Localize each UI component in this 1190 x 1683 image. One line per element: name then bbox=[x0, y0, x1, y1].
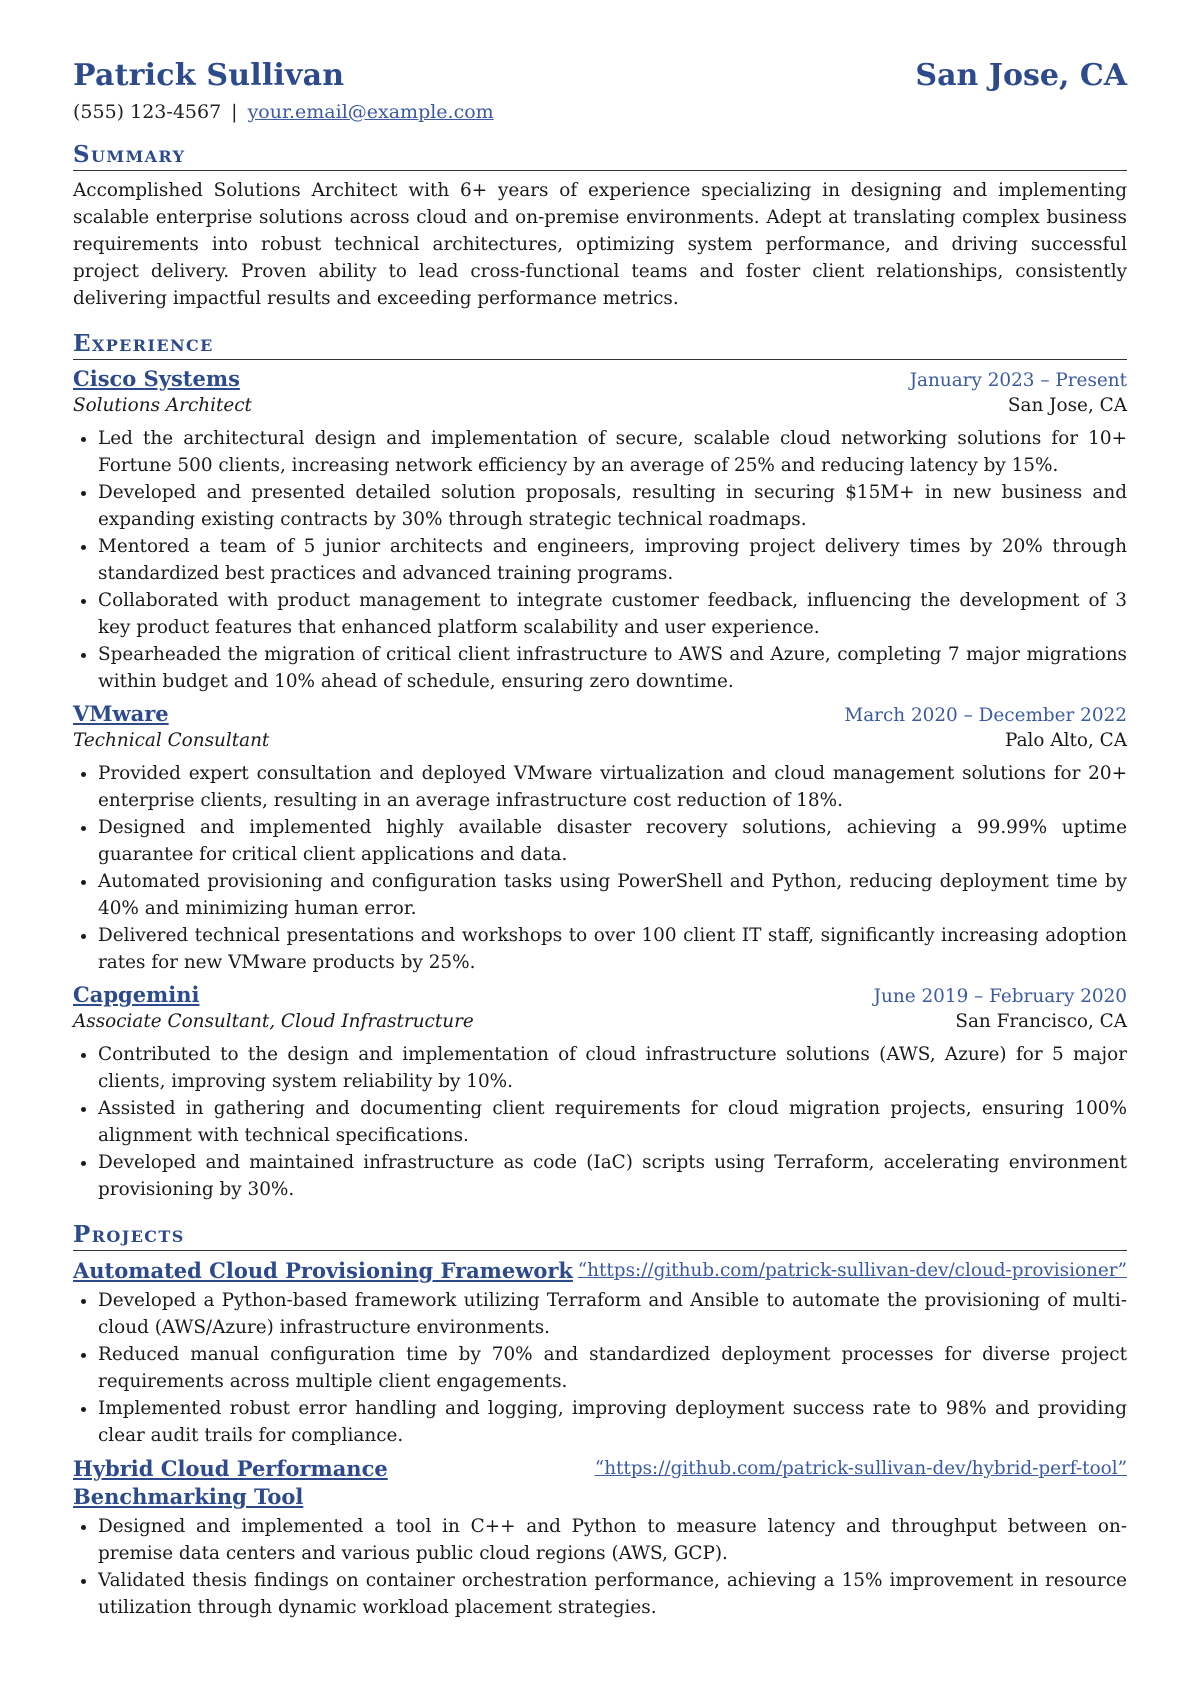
company-name[interactable]: Cisco Systems bbox=[73, 366, 240, 391]
bullet-item: • Reduced manual configuration time by 70% and standardized deployment processes for diverse project requirements across multiple client engagements. bbox=[98, 1341, 1127, 1395]
project-link[interactable]: “https://github.com/patrick-sullivan-dev/cloud-provisioner” bbox=[577, 1260, 1127, 1281]
bullet-item: • Delivered technical presentations and workshops to over 100 client IT staff, significantly increasing adoption rates for new VMware products by 25%. bbox=[98, 922, 1127, 976]
bullet-item: • Automated provisioning and configuration tasks using PowerShell and Python, reducing deployment time by 40% and minimizing human error. bbox=[98, 868, 1127, 922]
bullet-item: • Collaborated with product management to integrate customer feedback, influencing the development of 3 key product features that enhanced platform scalability and user experience. bbox=[98, 587, 1127, 641]
candidate-location: San Jose, CA bbox=[915, 58, 1127, 93]
contact-separator: | bbox=[231, 101, 238, 123]
job-dates: June 2019 – February 2020 bbox=[873, 986, 1127, 1007]
job-bullets bbox=[73, 760, 1127, 976]
job-location: San Francisco, CA bbox=[955, 1011, 1127, 1032]
bullet-item: • Implemented robust error handling and logging, improving deployment success rate to 98% and providing clear audit trails for compliance. bbox=[98, 1395, 1127, 1449]
bullet-item: • Led the architectural design and implementation of secure, scalable cloud networking solutions for 10+ Fortune 500 clients, increasing network efficiency by an average of 25% and reducing latency by 15%. bbox=[98, 425, 1127, 479]
bullet-item: • Developed and maintained infrastructure as code (IaC) scripts using Terraform, accelerating environment provisioning by 30%. bbox=[98, 1149, 1127, 1203]
project-name[interactable]: Automated Cloud Provisioning Framework bbox=[73, 1258, 573, 1283]
job-dates: March 2020 – December 2022 bbox=[844, 705, 1127, 726]
projects-heading: Projects bbox=[73, 1221, 1127, 1251]
job-location: Palo Alto, CA bbox=[1005, 730, 1127, 751]
email-link[interactable]: your.email@example.com bbox=[247, 101, 494, 123]
bullet-item: • Designed and implemented a tool in C++ and Python to measure latency and throughput between on-premise data centers and various public cloud regions (AWS, GCP). bbox=[98, 1513, 1127, 1567]
bullet-item: • Provided expert consultation and deployed VMware virtualization and cloud management solutions for 20+ enterprise clients, resulting in an average infrastructure cost reduction of 18%. bbox=[98, 760, 1127, 814]
project-name[interactable]: Hybrid Cloud Performance Benchmarking Tool bbox=[73, 1456, 388, 1509]
project-entry bbox=[73, 1257, 1127, 1449]
project-bullets bbox=[73, 1287, 1127, 1449]
job-entry bbox=[73, 982, 1127, 1203]
job-entry bbox=[73, 366, 1127, 695]
bullet-item: • Validated thesis findings on container orchestration performance, achieving a 15% improvement in resource utilization through dynamic workload placement strategies. bbox=[98, 1567, 1127, 1621]
summary-text: Accomplished Solutions Architect with 6+ years of experience specializing in designing and implementing scalable enterprise solutions across cloud and on-premise environments. Adept at translating complex business requirements into robust technical architectures, optimizing system performance, and driving successful project delivery. Proven ability to lead cross-functional teams and foster client relationships, consistently delivering impactful results and exceeding performance metrics. bbox=[73, 180, 1127, 309]
bullet-item: • Spearheaded the migration of critical client infrastructure to AWS and Azure, completing 7 major migrations within budget and 10% ahead of schedule, ensuring zero downtime. bbox=[98, 641, 1127, 695]
resume-header bbox=[73, 58, 1127, 93]
phone-number: (555) 123-4567 bbox=[73, 101, 222, 123]
project-bullets bbox=[73, 1513, 1127, 1621]
job-title: Associate Consultant, Cloud Infrastructure bbox=[73, 1011, 474, 1032]
bullet-item: • Developed a Python-based framework utilizing Terraform and Ansible to automate the provisioning of multi-cloud (AWS/Azure) infrastructure environments. bbox=[98, 1287, 1127, 1341]
job-entry bbox=[73, 701, 1127, 976]
job-title: Solutions Architect bbox=[73, 395, 252, 416]
bullet-item: • Assisted in gathering and documenting client requirements for cloud migration projects, ensuring 100% alignment with technical specifications. bbox=[98, 1095, 1127, 1149]
company-name[interactable]: VMware bbox=[73, 701, 169, 726]
bullet-item: • Designed and implemented highly available disaster recovery solutions, achieving a 99.99% uptime guarantee for critical client applications and data. bbox=[98, 814, 1127, 868]
company-name[interactable]: Capgemini bbox=[73, 982, 200, 1007]
bullet-item: • Developed and presented detailed solution proposals, resulting in securing $15M+ in new business and expanding existing contracts by 30% through strategic technical roadmaps. bbox=[98, 479, 1127, 533]
summary-heading: Summary bbox=[73, 141, 1127, 171]
bullet-item: • Contributed to the design and implementation of cloud infrastructure solutions (AWS, Azure) for 5 major clients, improving system reliability by 10%. bbox=[98, 1041, 1127, 1095]
contact-line bbox=[73, 101, 1127, 123]
job-location: San Jose, CA bbox=[1007, 395, 1127, 416]
job-bullets bbox=[73, 425, 1127, 695]
experience-heading: Experience bbox=[73, 330, 1127, 360]
project-entry bbox=[73, 1455, 1127, 1621]
resume-page bbox=[73, 58, 1127, 1621]
job-dates: January 2023 – Present bbox=[909, 370, 1127, 391]
job-title: Technical Consultant bbox=[73, 730, 270, 751]
candidate-name: Patrick Sullivan bbox=[73, 58, 345, 93]
project-link[interactable]: “https://github.com/patrick-sullivan-dev/hybrid-perf-tool” bbox=[594, 1458, 1127, 1479]
job-bullets bbox=[73, 1041, 1127, 1203]
bullet-item: • Mentored a team of 5 junior architects and engineers, improving project delivery times by 20% through standardized best practices and advanced training programs. bbox=[98, 533, 1127, 587]
